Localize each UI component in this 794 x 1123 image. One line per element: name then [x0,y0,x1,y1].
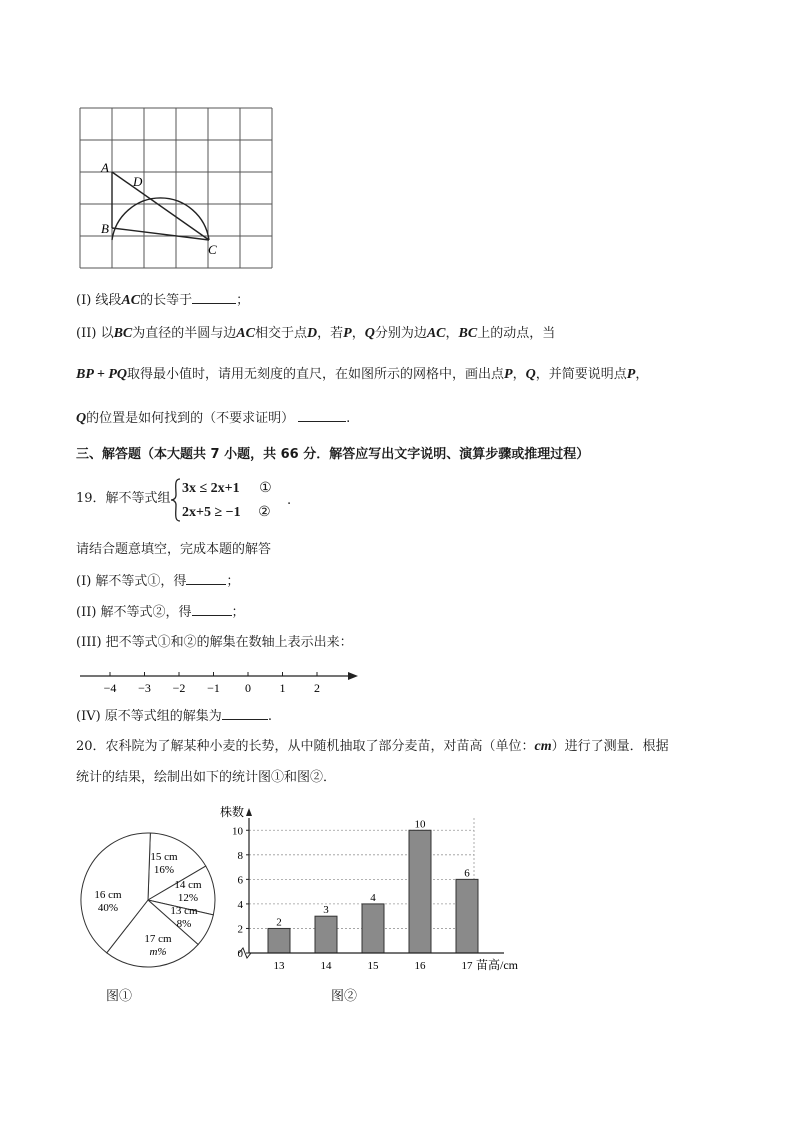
part-number: (II) [76,326,97,341]
text: ， [512,367,526,382]
answer-blank[interactable] [192,603,232,616]
math-ac: AC [121,293,141,308]
number-line-label: 2 [314,681,320,695]
text: 为直径的半圆与边 [132,326,237,341]
pie-slice-label: 15 cm [150,851,178,863]
x-tick-label: 16 [414,960,426,972]
q18-part2-line2 [76,366,648,384]
pie-slice-label: 17 cm [144,933,172,945]
pie-slice-percent: m% [149,946,167,958]
number-line-label: 0 [245,681,251,695]
ineq-end: . [287,493,292,508]
y-tick-label: 4 [237,898,243,911]
bar [456,879,478,953]
bar [315,916,337,953]
answer-blank[interactable] [222,707,268,720]
q18-part2 [76,325,555,343]
q19-prefix: 19．解不等式组 [76,491,171,506]
math-bp-pq: BP + PQ [76,367,128,382]
math-q: Q [525,367,536,382]
text: 相交于点 [254,326,307,341]
x-tick-label: 13 [273,960,285,972]
inequality-1-text: 3x ≤ 2x+1 [182,481,240,496]
text: (IV) 原不等式组的解集为 [76,709,222,724]
text: 的位置是如何找到的（不要求证明） [86,411,295,426]
number-line-label: 1 [279,681,286,695]
math-q: Q [76,411,87,426]
q20-line2: 统计的结果，绘制出如下的统计图①和图②． [76,770,337,785]
q18-part2-line3 [76,409,350,428]
text: ； [236,293,250,308]
inequality-2-text: 2x+5 ≥ −1 [182,505,241,520]
y-tick-label: 6 [237,874,243,887]
section3-heading: 三、解答题（本大题共 7 小题，共 66 分．解答应写出文字说明、演算步骤或推理过程） [76,447,590,462]
text: (II) 解不等式②，得 [76,605,192,620]
pie-chart [78,830,218,970]
text: ）进行了测量．根据 [551,739,669,754]
math-cm: cm [534,739,552,754]
bar-value-label: 10 [414,818,426,831]
q19-part1 [76,572,239,591]
bar [362,904,384,953]
bar-value-label: 4 [370,891,376,904]
inequality-2-tag: ② [258,505,271,520]
pie-slice-percent: 40% [97,902,119,914]
pie-slice-label: 16 cm [94,889,122,901]
x-tick-label: 17 [461,960,473,972]
bar [268,928,290,953]
text: . [346,411,351,426]
math-ac: AC [426,326,446,341]
text: ， [635,367,649,382]
bar [409,830,431,953]
pie-slice-percent: 12% [177,892,199,904]
text: 以 [100,326,114,341]
fig2-caption: 图② [331,989,358,1004]
text: ，并简要说明点 [535,367,627,382]
bar-value-label: 3 [323,904,329,917]
math-p: P [626,367,636,382]
text: ； [231,605,245,620]
text: 的长等于 [140,293,193,308]
number-line-label: −4 [103,681,117,695]
x-tick-label: 14 [320,960,332,972]
label-a: A [101,160,109,175]
text: 线段 [95,293,122,308]
q18-part1 [76,291,249,310]
arrow-right-icon [348,672,358,680]
text: ， [351,326,365,341]
text: 上的动点，当 [477,326,556,341]
number-line-label: −3 [138,681,151,695]
label-d: D [133,174,143,189]
math-bc: BC [458,326,478,341]
text: 分别为边 [374,326,427,341]
text: 20．农科院为了解某种小麦的长势，从中随机抽取了部分麦苗，对苗高（单位： [76,739,535,754]
q19-part4 [76,707,272,726]
pie-slice-label: 14 cm [174,879,202,891]
number-line-label: −1 [207,681,220,695]
answer-blank[interactable] [186,572,226,585]
q19-part3: (III) 把不等式①和②的解集在数轴上表示出来： [76,635,353,650]
inequality-2 [182,504,271,522]
y-tick-label: 10 [232,825,243,838]
answer-blank[interactable] [192,291,236,304]
label-c: C [208,242,217,257]
brace-icon [170,477,182,523]
q19-part2 [76,603,245,622]
math-p: P [504,367,513,382]
math-q: Q [364,326,375,341]
label-b: B [101,221,109,236]
math-p: P [343,326,352,341]
pie-slice-percent: 16% [153,864,175,876]
answer-blank[interactable] [298,409,346,422]
text: (I) 解不等式①，得 [76,574,187,589]
inequality-1-tag: ① [259,481,272,496]
inequality-1 [182,480,272,498]
bar-chart [218,800,528,980]
number-line [78,668,368,698]
q20-line1 [76,738,669,756]
bar-value-label: 2 [276,916,282,929]
bar-value-label: 6 [464,867,470,880]
math-bc: BC [113,326,133,341]
arrow-up-icon [246,808,252,816]
text: 取得最小值时，请用无刻度的直尺，在如图所示的网格中，画出点 [127,367,505,382]
text: ，若 [317,326,344,341]
grid-lines [80,108,272,268]
math-d: D [306,326,318,341]
fig1-caption: 图① [106,989,133,1004]
y-axis-label: 株数 [220,805,245,819]
x-axis-label: 苗高/cm [476,958,518,972]
text: . [267,709,272,724]
pie-slice-label: 13 cm [170,905,198,917]
text: ； [226,574,240,589]
x-tick-label: 15 [367,960,379,972]
number-line-label: −2 [172,681,186,695]
y-tick-label: 2 [237,923,243,936]
q19-instruction: 请结合题意填空，完成本题的解答 [76,542,272,557]
part-number: (I) [76,293,92,308]
math-ac: AC [236,326,255,341]
y-tick-label: 8 [237,849,243,862]
text: ， [445,326,459,341]
grid-figure [78,106,278,276]
pie-slice-percent: 8% [176,918,192,930]
y-tick-label: 0 [237,948,243,960]
